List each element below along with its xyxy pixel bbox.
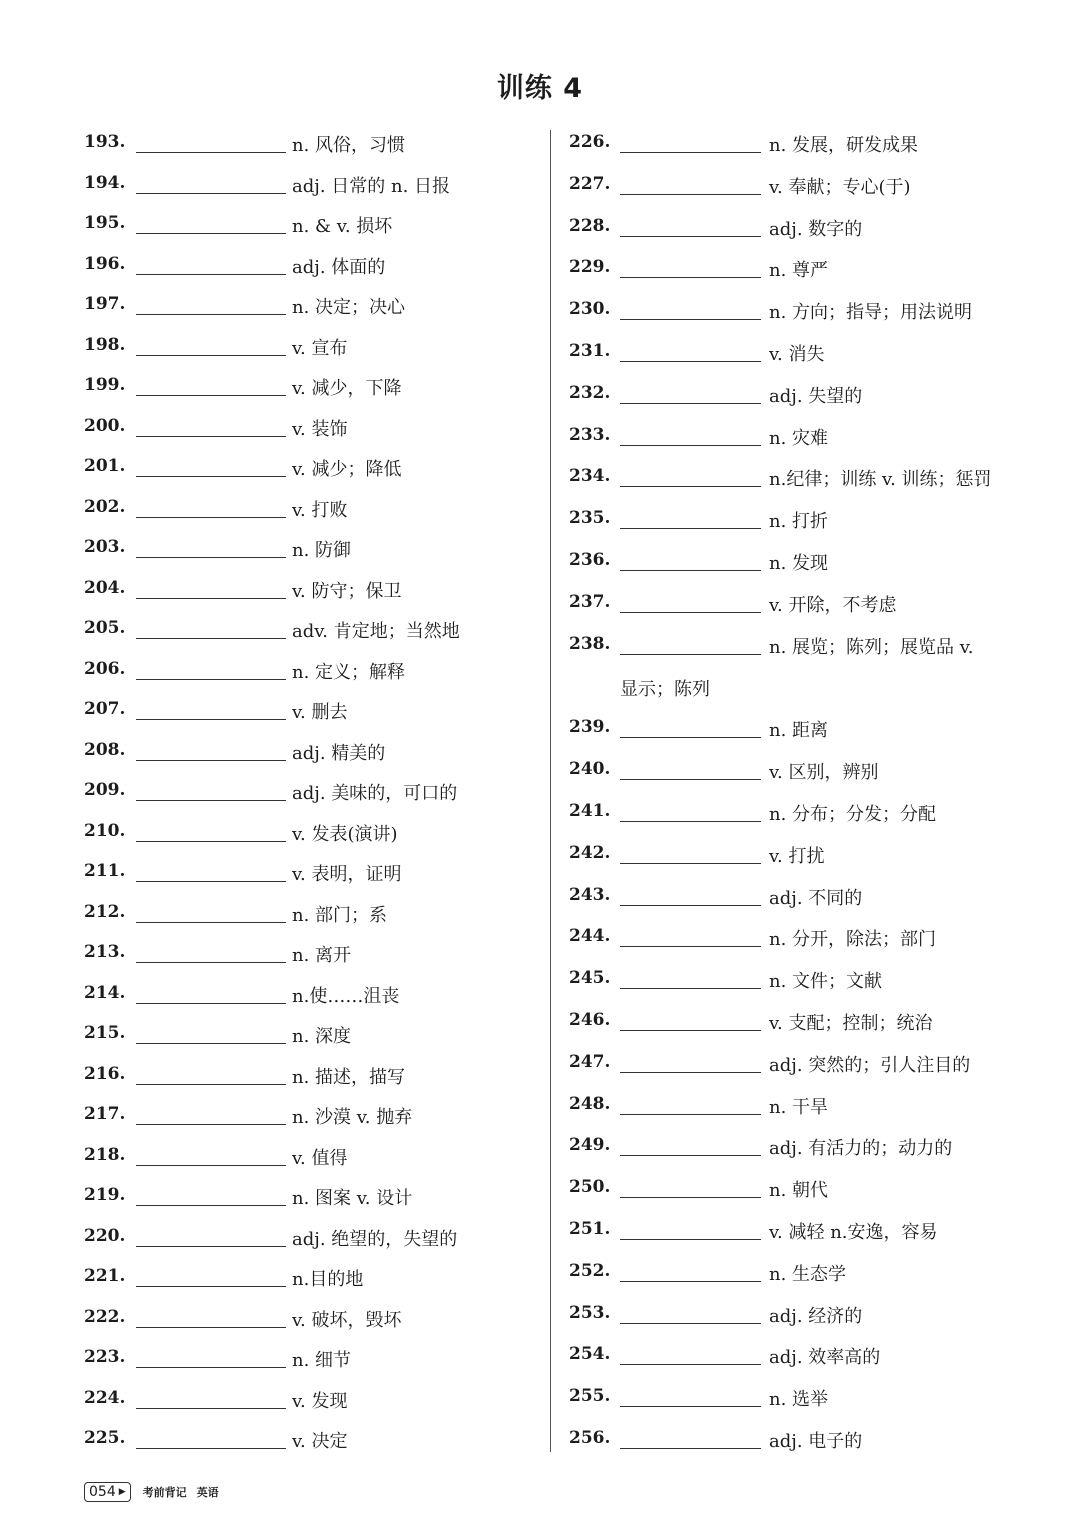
entry-number: 223. [84, 1347, 126, 1367]
entry-number: 246. [569, 1009, 611, 1030]
answer-blank[interactable] [136, 841, 286, 842]
entry-definition: n. 方向；指导；用法说明 [769, 302, 973, 324]
answer-blank[interactable] [136, 962, 286, 963]
vocab-entry [569, 331, 1049, 373]
entry-definition: adj. 有活力的；动力的 [769, 1138, 953, 1160]
answer-blank[interactable] [620, 863, 761, 864]
entry-number: 228. [569, 215, 611, 236]
entry-definition: v. 区别，辨别 [769, 762, 879, 784]
continuation-line [569, 665, 1049, 707]
answer-blank[interactable] [136, 1084, 286, 1085]
answer-blank[interactable] [620, 403, 761, 404]
answer-blank[interactable] [620, 612, 761, 613]
answer-blank[interactable] [136, 1124, 286, 1125]
entry-definition: n. 距离 [769, 720, 829, 742]
entry-definition: v. 开除，不考虑 [769, 594, 897, 616]
entry-number: 200. [84, 415, 126, 436]
answer-blank[interactable] [620, 152, 761, 153]
vocab-entry [84, 365, 534, 406]
vocab-entry [84, 203, 534, 244]
vocab-entry [569, 289, 1049, 331]
entry-number: 203. [84, 537, 126, 557]
entry-definition: n. 干旱 [769, 1096, 829, 1118]
entry-number: 232. [569, 382, 611, 403]
answer-blank[interactable] [620, 988, 761, 989]
entry-number: 245. [569, 968, 611, 989]
vocab-entry [569, 1000, 1049, 1042]
continuation-text: 显示；陈列 [620, 679, 710, 701]
entry-number: 237. [569, 591, 611, 612]
answer-blank[interactable] [136, 800, 286, 801]
entry-number: 249. [569, 1135, 611, 1156]
entry-definition: n. 决定；决心 [292, 297, 406, 318]
vocab-entry [569, 206, 1049, 248]
entry-number: 238. [569, 633, 611, 654]
entry-number: 219. [84, 1185, 126, 1205]
vocab-entry [569, 582, 1049, 624]
entry-number: 226. [569, 132, 611, 152]
entry-number: 229. [569, 257, 611, 278]
answer-blank[interactable] [620, 821, 761, 822]
entry-number: 215. [84, 1023, 126, 1043]
entry-definition: v. 消失 [769, 343, 825, 365]
answer-blank[interactable] [136, 1327, 286, 1328]
entry-number: 193. [84, 132, 126, 152]
entry-definition: n. 细节 [292, 1350, 352, 1371]
entry-number: 240. [569, 759, 611, 780]
answer-blank[interactable] [136, 922, 286, 923]
answer-blank[interactable] [136, 1003, 286, 1004]
entry-definition: v. 宣布 [292, 337, 348, 359]
answer-blank[interactable] [620, 654, 761, 655]
entry-number: 227. [569, 173, 611, 194]
answer-blank[interactable] [620, 1197, 761, 1198]
entry-number: 213. [84, 942, 126, 962]
entry-definition: v. 减少；降低 [292, 459, 402, 480]
entry-definition: v. 值得 [292, 1147, 348, 1169]
answer-blank[interactable] [620, 236, 761, 237]
entry-definition: adj. 突然的；引人注目的 [769, 1054, 971, 1076]
answer-blank[interactable] [620, 570, 761, 571]
entry-definition: v. 破坏，毁坏 [292, 1309, 402, 1331]
answer-blank[interactable] [136, 1408, 286, 1409]
entry-number: 253. [569, 1302, 611, 1323]
entry-definition: n. 发展，研发成果 [769, 135, 919, 156]
entry-number: 225. [84, 1428, 126, 1448]
answer-blank[interactable] [620, 194, 761, 195]
entry-number: 194. [84, 172, 126, 193]
right-entries-second [569, 707, 1049, 1459]
entry-number: 234. [569, 466, 611, 487]
entry-number: 221. [84, 1266, 126, 1286]
entry-definition: v. 发表(演讲) [292, 823, 398, 845]
entry-number: 235. [569, 508, 611, 529]
answer-blank[interactable] [620, 528, 761, 529]
vocab-entry [84, 811, 534, 852]
answer-blank[interactable] [620, 319, 761, 320]
vocab-entry [569, 624, 1049, 666]
vocab-entry [84, 122, 534, 163]
entry-definition: n. 展览；陈列；展览品 v. [769, 636, 974, 658]
vocab-entry [569, 1209, 1049, 1251]
vocab-entry [84, 770, 534, 811]
vocab-entry [569, 1125, 1049, 1167]
vocab-entry [569, 122, 1049, 164]
entry-definition: v. 打扰 [769, 845, 825, 867]
entry-number: 209. [84, 780, 126, 800]
answer-blank[interactable] [136, 517, 286, 518]
answer-blank[interactable] [136, 152, 286, 153]
entry-definition: n. 分开，除法；部门 [769, 929, 937, 951]
entry-number: 211. [84, 861, 126, 881]
vocab-entry [84, 932, 534, 973]
entry-definition: n. 选举 [769, 1389, 829, 1411]
entry-definition: adj. 美味的，可口的 [292, 783, 458, 804]
vocab-entry [84, 527, 534, 568]
vocab-entry [569, 1334, 1049, 1376]
entry-number: 204. [84, 577, 126, 598]
entry-number: 218. [84, 1144, 126, 1165]
answer-blank[interactable] [136, 598, 286, 599]
page-number: 054 [89, 1484, 116, 1500]
answer-blank[interactable] [620, 277, 761, 278]
column-divider [550, 130, 551, 1452]
entry-definition: v. 装饰 [292, 418, 348, 440]
vocab-entry [84, 325, 534, 366]
answer-blank[interactable] [620, 361, 761, 362]
vocab-entry [569, 415, 1049, 457]
entry-definition: adj. 经济的 [769, 1305, 863, 1327]
vocab-entry [569, 958, 1049, 1000]
entry-definition: adj. 精美的 [292, 742, 386, 764]
right-column [569, 122, 1049, 1460]
answer-blank[interactable] [136, 1165, 286, 1166]
entry-definition: n. 文件；文献 [769, 971, 883, 993]
entry-definition: n. 深度 [292, 1026, 352, 1047]
answer-blank[interactable] [620, 486, 761, 487]
entry-definition: n. 描述，描写 [292, 1066, 406, 1088]
vocab-entry [84, 163, 534, 204]
vocab-entry [84, 1297, 534, 1338]
vocab-entry [569, 1042, 1049, 1084]
answer-blank[interactable] [620, 1239, 761, 1240]
answer-blank[interactable] [620, 1155, 761, 1156]
answer-blank[interactable] [136, 881, 286, 882]
answer-blank[interactable] [620, 1323, 761, 1324]
entry-number: 244. [569, 926, 611, 947]
vocab-entry [84, 851, 534, 892]
answer-blank[interactable] [136, 314, 286, 315]
entry-number: 220. [84, 1225, 126, 1246]
entry-definition: adj. 体面的 [292, 256, 386, 278]
entry-number: 254. [569, 1344, 611, 1365]
answer-blank[interactable] [136, 679, 286, 680]
right-entries-first [569, 122, 1049, 665]
vocab-entry [84, 1337, 534, 1378]
entry-number: 247. [569, 1051, 611, 1072]
answer-blank[interactable] [620, 1448, 761, 1449]
entry-number: 195. [84, 213, 126, 233]
entry-definition: n. 朝代 [769, 1180, 829, 1202]
entry-definition: v. 发现 [292, 1390, 348, 1412]
vocab-entry [84, 892, 534, 933]
vocab-entry [84, 487, 534, 528]
entry-definition: adj. 效率高的 [769, 1347, 881, 1369]
entry-definition: n. & v. 损坏 [292, 216, 393, 237]
answer-blank[interactable] [620, 1030, 761, 1031]
entry-number: 207. [84, 699, 126, 719]
answer-blank[interactable] [620, 1281, 761, 1282]
entry-number: 214. [84, 982, 126, 1003]
vocab-entry [569, 749, 1049, 791]
answer-blank[interactable] [620, 1114, 761, 1115]
entry-definition: v. 决定 [292, 1431, 348, 1452]
entry-number: 210. [84, 820, 126, 841]
entry-number: 206. [84, 658, 126, 679]
entry-definition: n. 离开 [292, 945, 352, 966]
vocab-entry [84, 1256, 534, 1297]
vocab-entry [569, 1293, 1049, 1335]
entry-number: 252. [569, 1260, 611, 1281]
vocab-entry [84, 730, 534, 771]
entry-definition: n. 生态学 [769, 1263, 847, 1285]
entry-number: 248. [569, 1093, 611, 1114]
vocab-entry [569, 498, 1049, 540]
entry-definition: n. 风俗，习惯 [292, 135, 406, 156]
answer-blank[interactable] [620, 737, 761, 738]
entry-definition: n. 发现 [769, 552, 829, 574]
vocab-entry [569, 833, 1049, 875]
vocab-entry [569, 1251, 1049, 1293]
vocab-entry [84, 568, 534, 609]
vocab-entry [569, 1084, 1049, 1126]
vocab-entry [569, 791, 1049, 833]
entry-definition: v. 删去 [292, 702, 348, 723]
entry-definition: adj. 数字的 [769, 218, 863, 240]
entry-number: 224. [84, 1387, 126, 1408]
vocab-entry [569, 1167, 1049, 1209]
answer-blank[interactable] [620, 1406, 761, 1407]
vocab-entry [569, 164, 1049, 206]
entry-number: 231. [569, 340, 611, 361]
page-footer [84, 1482, 219, 1502]
answer-blank[interactable] [136, 395, 286, 396]
entry-number: 242. [569, 842, 611, 863]
play-arrow-icon: ▶ [118, 1487, 126, 1497]
page-title: 训练 4 [496, 73, 584, 104]
entry-definition: v. 奉献；专心(于) [769, 176, 911, 198]
answer-blank[interactable] [136, 760, 286, 761]
entry-number: 233. [569, 424, 611, 445]
answer-blank[interactable] [620, 1072, 761, 1073]
vocab-entry [84, 1418, 534, 1459]
entry-number: 256. [569, 1427, 611, 1448]
subject-label: 英语 [196, 1486, 219, 1499]
entry-number: 243. [569, 884, 611, 905]
vocab-entry [84, 1094, 534, 1135]
vocab-entry [569, 373, 1049, 415]
entry-number: 199. [84, 375, 126, 395]
book-title: 考前背记 [142, 1486, 187, 1499]
entry-number: 230. [569, 299, 611, 320]
entry-definition: n.目的地 [292, 1269, 364, 1290]
entry-number: 216. [84, 1063, 126, 1084]
entry-definition: v. 减轻 n.安逸，容易 [769, 1221, 938, 1243]
entry-definition: v. 减少，下降 [292, 378, 402, 399]
entry-definition: n. 尊严 [769, 260, 829, 282]
entry-definition: n. 灾难 [769, 427, 829, 449]
answer-blank[interactable] [136, 1367, 286, 1368]
answer-blank[interactable] [620, 946, 761, 947]
vocab-entry [84, 1135, 534, 1176]
entry-number: 222. [84, 1306, 126, 1327]
entry-number: 202. [84, 496, 126, 517]
entry-definition: v. 打败 [292, 499, 348, 521]
vocab-entry [569, 1376, 1049, 1418]
vocab-entry [84, 1216, 534, 1257]
answer-blank[interactable] [620, 1364, 761, 1365]
page-number-badge [84, 1482, 131, 1502]
entry-definition: n. 打折 [769, 511, 829, 533]
left-column [84, 122, 534, 1459]
vocab-entry [569, 1418, 1049, 1460]
entry-number: 205. [84, 618, 126, 638]
entry-number: 212. [84, 901, 126, 922]
entry-definition: adj. 不同的 [769, 887, 863, 909]
entry-number: 255. [569, 1386, 611, 1407]
entry-number: 250. [569, 1177, 611, 1198]
vocab-entry [84, 973, 534, 1014]
entry-definition: adj. 绝望的，失望的 [292, 1228, 458, 1250]
vocab-entry [84, 649, 534, 690]
entry-definition: v. 防守；保卫 [292, 580, 402, 602]
vocab-entry [569, 875, 1049, 917]
entry-number: 196. [84, 253, 126, 274]
vocab-entry [569, 540, 1049, 582]
entry-definition: v. 支配；控制；统治 [769, 1012, 933, 1034]
entry-definition: adj. 日常的 n. 日报 [292, 175, 451, 197]
answer-blank[interactable] [136, 557, 286, 558]
answer-blank[interactable] [136, 1205, 286, 1206]
entry-definition: v. 表明，证明 [292, 864, 402, 885]
answer-blank[interactable] [620, 779, 761, 780]
answer-blank[interactable] [136, 274, 286, 275]
entry-number: 241. [569, 800, 611, 821]
entry-definition: adv. 肯定地；当然地 [292, 621, 460, 642]
vocab-entry [84, 446, 534, 487]
answer-blank[interactable] [136, 1043, 286, 1044]
entry-definition: n. 沙漠 v. 抛弃 [292, 1107, 413, 1128]
entry-definition: n. 部门；系 [292, 904, 388, 926]
entry-number: 236. [569, 549, 611, 570]
entry-definition: n.使……沮丧 [292, 985, 400, 1007]
answer-blank[interactable] [136, 476, 286, 477]
entry-number: 197. [84, 294, 126, 314]
answer-blank[interactable] [136, 719, 286, 720]
vocab-entry [84, 1175, 534, 1216]
entry-definition: n.纪律；训练 v. 训练；惩罚 [769, 469, 992, 491]
vocab-entry [84, 1378, 534, 1419]
answer-blank[interactable] [136, 638, 286, 639]
answer-blank[interactable] [136, 193, 286, 194]
vocab-entry [84, 608, 534, 649]
answer-blank[interactable] [136, 355, 286, 356]
entry-definition: n. 图案 v. 设计 [292, 1188, 413, 1209]
vocab-entry [569, 916, 1049, 958]
answer-blank[interactable] [136, 233, 286, 234]
vocab-entry [569, 456, 1049, 498]
entry-number: 198. [84, 334, 126, 355]
vocab-entry [84, 284, 534, 325]
answer-blank[interactable] [136, 436, 286, 437]
vocab-entry [569, 247, 1049, 289]
entry-definition: n. 分布；分发；分配 [769, 803, 937, 825]
entry-number: 208. [84, 739, 126, 760]
answer-blank[interactable] [136, 1448, 286, 1449]
vocab-entry [84, 244, 534, 285]
vocab-entry [84, 689, 534, 730]
entry-number: 239. [569, 717, 611, 738]
vocab-entry [84, 1054, 534, 1095]
entry-definition: adj. 失望的 [769, 385, 863, 407]
vocab-entry [84, 406, 534, 447]
answer-blank[interactable] [620, 445, 761, 446]
entry-definition: n. 防御 [292, 540, 352, 561]
entry-number: 217. [84, 1104, 126, 1124]
answer-blank[interactable] [136, 1286, 286, 1287]
entry-number: 201. [84, 456, 126, 476]
entry-definition: adj. 电子的 [769, 1430, 863, 1452]
vocab-entry [84, 1013, 534, 1054]
vocab-entry [569, 707, 1049, 749]
answer-blank[interactable] [136, 1246, 286, 1247]
entry-definition: n. 定义；解释 [292, 661, 406, 683]
answer-blank[interactable] [620, 905, 761, 906]
entry-number: 251. [569, 1218, 611, 1239]
